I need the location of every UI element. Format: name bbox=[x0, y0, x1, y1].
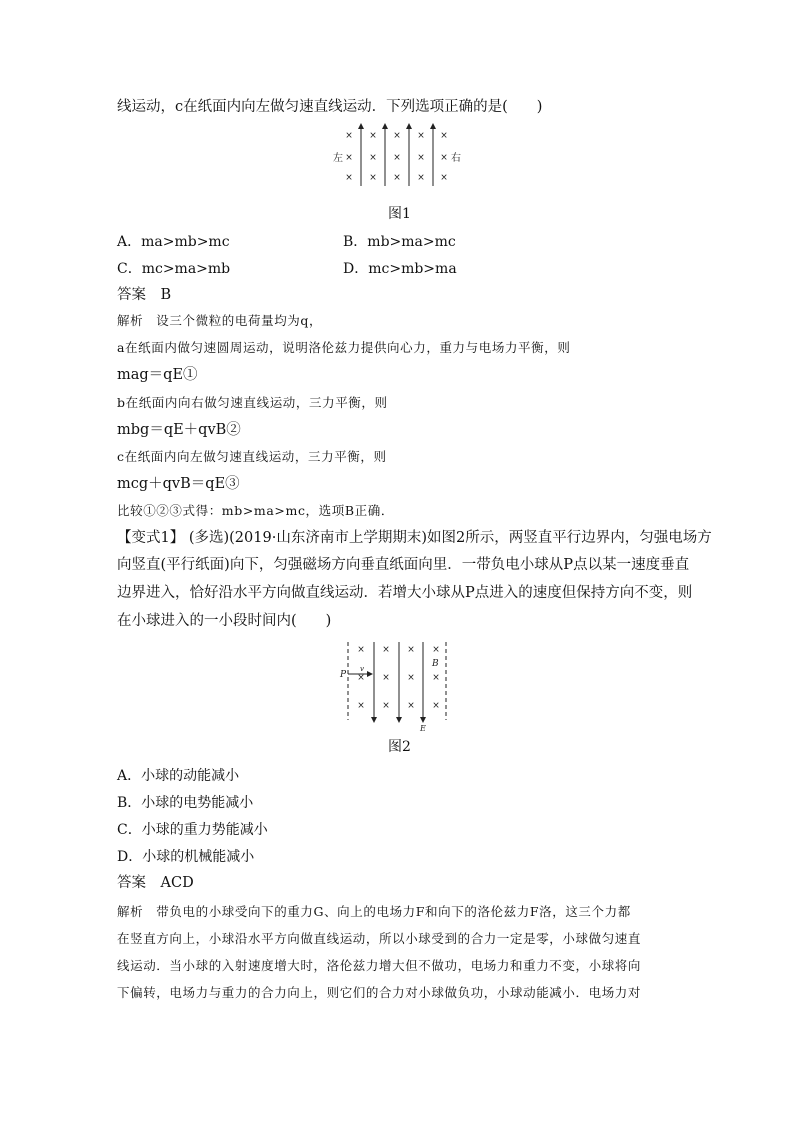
option-d: D．mc>mb>ma bbox=[343, 261, 457, 277]
svg-text:×: × bbox=[407, 673, 415, 683]
svg-text:×: × bbox=[417, 131, 425, 141]
figure-2 bbox=[338, 640, 458, 734]
analysis-2-line-4: 下偏转，电场力与重力的合力向上，则它们的合力对小球做负功，小球动能减小．电场力对 bbox=[117, 985, 642, 1000]
analysis-2-line-2: 在竖直方向上，小球沿水平方向做直线运动，所以小球受到的合力一定是零，小球做匀速直 bbox=[117, 931, 642, 946]
analysis-2-line-3: 线运动．当小球的入射速度增大时，洛伦兹力增大但不做功，电场力和重力不变，小球将向 bbox=[117, 958, 642, 973]
analysis-1-line-6: c在纸面内向左做匀速直线运动，三力平衡，则 bbox=[117, 449, 387, 464]
option-c: C．mc>ma>mb bbox=[117, 261, 231, 277]
variant-line-2: 向竖直(平行纸面)向下，匀强磁场方向垂直纸面向里．一带负电小球从P点以某一速度垂直 bbox=[117, 557, 690, 573]
svg-text:×: × bbox=[393, 173, 401, 183]
option2-c: C．小球的重力势能减小 bbox=[117, 822, 268, 838]
svg-text:×: × bbox=[369, 173, 377, 183]
analysis-1-line-2: a在纸面内做匀速圆周运动，说明洛伦兹力提供向心力，重力与电场力平衡，则 bbox=[117, 340, 571, 355]
figure-1-caption: 图1 bbox=[388, 206, 411, 222]
analysis-1-line-4: b在纸面内向右做匀速直线运动，三力平衡，则 bbox=[117, 395, 388, 410]
svg-text:×: × bbox=[432, 673, 440, 683]
svg-text:×: × bbox=[369, 131, 377, 141]
intro-line: 线运动，c在纸面内向左做匀速直线运动．下列选项正确的是( ) bbox=[117, 99, 543, 115]
svg-text:×: × bbox=[382, 701, 390, 711]
fig1-left-label: 左 bbox=[333, 153, 343, 164]
svg-text:×: × bbox=[382, 673, 390, 683]
option-b: B．mb>ma>mc bbox=[343, 234, 456, 250]
fig2-b-label: B bbox=[432, 659, 439, 669]
svg-text:×: × bbox=[440, 131, 448, 141]
svg-text:×: × bbox=[357, 673, 365, 683]
svg-text:×: × bbox=[417, 173, 425, 183]
analysis-2-line-1: 解析 带负电的小球受向下的重力G、向上的电场力F和向下的洛伦兹力F洛，这三个力都 bbox=[117, 904, 631, 919]
svg-text:×: × bbox=[407, 701, 415, 711]
svg-text:×: × bbox=[432, 701, 440, 711]
svg-text:×: × bbox=[432, 645, 440, 655]
answer-1: 答案 B bbox=[117, 287, 172, 303]
fig1-right-label: 右 bbox=[451, 153, 461, 164]
svg-text:×: × bbox=[382, 645, 390, 655]
svg-text:×: × bbox=[369, 153, 377, 163]
analysis-1-conclusion: 比较①②③式得：mb>ma>mc，选项B正确． bbox=[117, 503, 394, 518]
option2-b: B．小球的电势能减小 bbox=[117, 795, 254, 811]
figure-1 bbox=[330, 122, 470, 188]
svg-text:×: × bbox=[440, 173, 448, 183]
svg-text:×: × bbox=[357, 645, 365, 655]
svg-text:×: × bbox=[440, 153, 448, 163]
svg-text:×: × bbox=[393, 153, 401, 163]
svg-text:×: × bbox=[357, 701, 365, 711]
variant-line-3: 边界进入，恰好沿水平方向做直线运动．若增大小球从P点进入的速度但保持方向不变，则 bbox=[117, 585, 693, 601]
option2-d: D．小球的机械能减小 bbox=[117, 849, 255, 865]
svg-text:×: × bbox=[345, 153, 353, 163]
variant-line-1: 【变式1】 (多选)(2019·山东济南市上学期期末)如图2所示，两竖直平行边界内，匀强电场方 bbox=[117, 530, 712, 546]
fig2-e-label: E bbox=[420, 724, 426, 733]
equation-3: mcg＋qvB＝qE③ bbox=[117, 476, 240, 492]
figure-2-caption: 图2 bbox=[388, 739, 411, 755]
fig2-v-label: v bbox=[360, 665, 364, 673]
svg-text:×: × bbox=[417, 153, 425, 163]
svg-text:×: × bbox=[407, 645, 415, 655]
answer-2: 答案 ACD bbox=[117, 875, 194, 891]
equation-1: mag＝qE① bbox=[117, 367, 198, 383]
option-a: A．ma>mb>mc bbox=[117, 234, 230, 250]
svg-text:×: × bbox=[345, 131, 353, 141]
analysis-1-line-1: 解析 设三个微粒的电荷量均为q， bbox=[117, 313, 323, 328]
fig2-p-label: P bbox=[340, 670, 347, 680]
option2-a: A．小球的动能减小 bbox=[117, 768, 240, 784]
variant-line-4: 在小球进入的一小段时间内( ) bbox=[117, 613, 332, 629]
svg-text:×: × bbox=[345, 173, 353, 183]
svg-text:×: × bbox=[393, 131, 401, 141]
equation-2: mbg＝qE＋qvB② bbox=[117, 422, 241, 438]
